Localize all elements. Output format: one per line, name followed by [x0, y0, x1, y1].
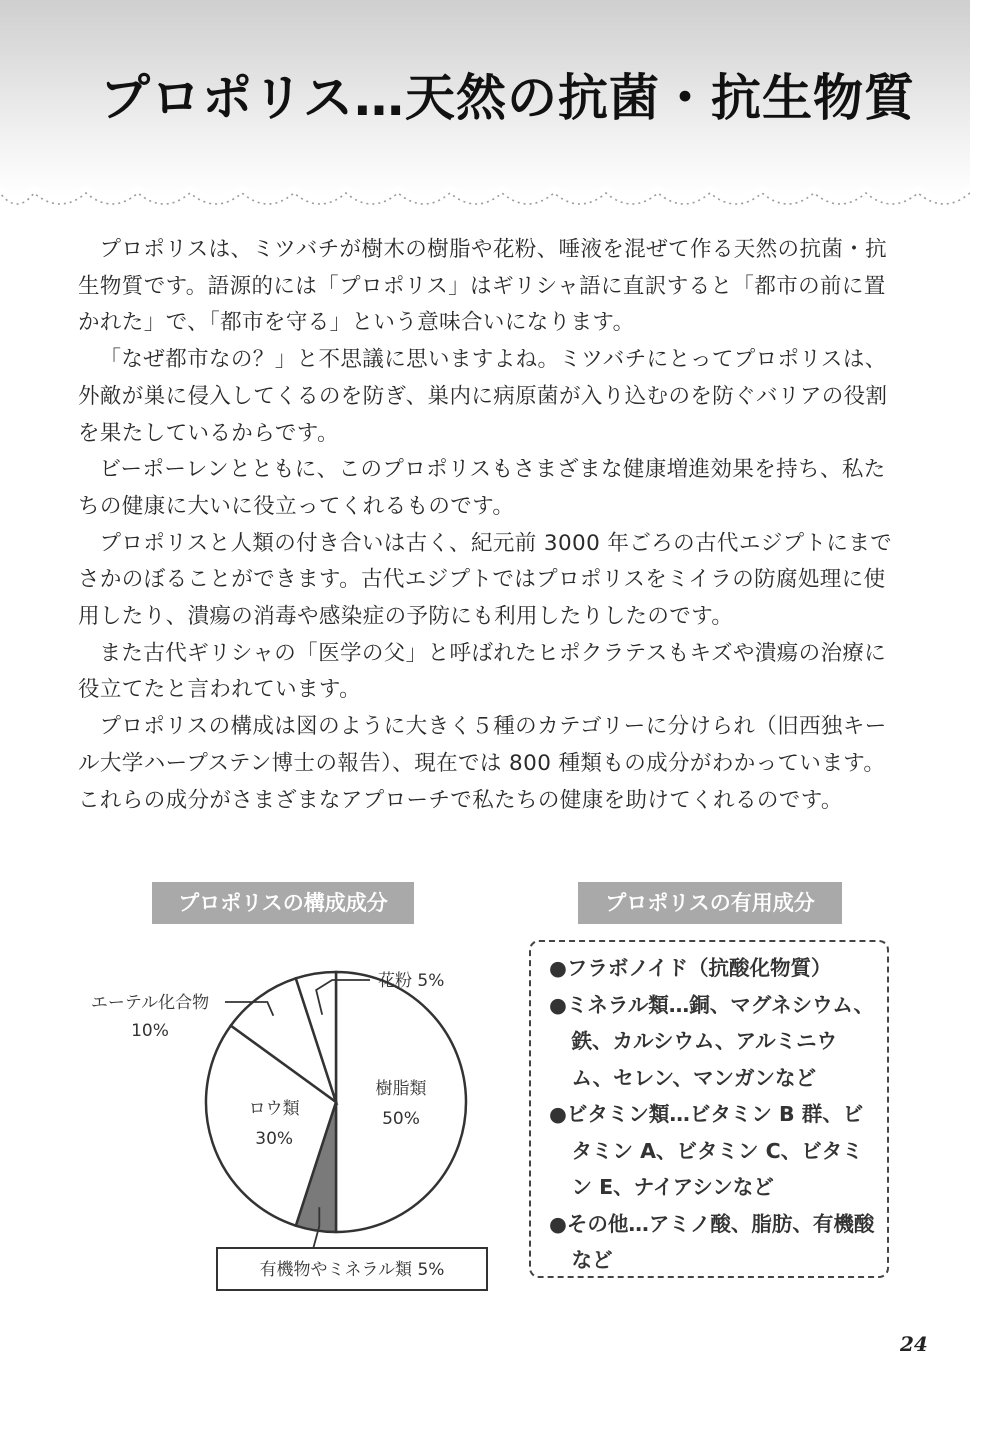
pie-value-2: 30%	[255, 1129, 294, 1150]
paragraph: プロポリスと人類の付き合いは古く、紀元前 3000 年ごろの古代エジプトにまでさかのぼることができます。古代エジプトではプロポリスをミイラの防腐処理に使用したり、潰瘍の消毒や感染症の予防にも利用したりしたのです。	[78, 530, 893, 630]
pie-label-3: エーテル化合物	[90, 993, 210, 1013]
paragraph: プロポリスは、ミツバチが樹木の樹脂や花粉、唾液を混ぜて作る天然の抗菌・抗生物質です。語源的には「プロポリス」はギリシャ語に直訳すると「都市の前に置かれた」で、「都市を守る」という意味合いになります。	[78, 237, 888, 336]
useful-components-box	[529, 940, 889, 1278]
list-item: ●フラボノイド（抗酸化物質）	[549, 956, 832, 980]
body-text	[78, 232, 896, 819]
pie-label-1: 有機物やミネラル類 5%	[259, 1260, 445, 1280]
pie-label-4: 花粉 5%	[378, 971, 445, 991]
composition-pie-chart	[60, 940, 520, 1310]
pie-value-0: 50%	[382, 1109, 420, 1129]
header-banner	[0, 0, 970, 215]
list-item: ●ミネラル類…銅、マグネシウム、鉄、カルシウム、アルミニウム、セレン、マンガンなど	[549, 992, 874, 1090]
useful-title: プロポリスの有用成分	[578, 882, 842, 924]
list-item: ●ビタミン類…ビタミン B 群、ビタミン A、ビタミン C、ビタミン E、ナイアシンなど	[549, 1102, 864, 1199]
pie-slice-0	[336, 972, 466, 1232]
list-item: ●その他…アミノ酸、脂肪、有機酸など	[549, 1211, 875, 1272]
pie-label-0: 樹脂類	[375, 1079, 427, 1099]
page-title: プロポリス…天然の抗菌・抗生物質	[100, 69, 915, 127]
pie-value-3: 10%	[131, 1021, 169, 1041]
paragraph: ビーポーレンとともに、このプロポリスもさまざまな健康増進効果を持ち、私たちの健康に大いに役立ってくれるものです。	[78, 457, 886, 519]
chart-title: プロポリスの構成成分	[152, 882, 414, 924]
page-number: 24	[900, 1332, 928, 1356]
paragraph: プロポリスの構成は図のように大きく５種のカテゴリーに分けられ（旧西独キール大学ハープステン博士の報告）、現在では 800 種類もの成分がわかっています。これらの成分がさまざまなアプローチで私たちの健康を助けてくれるのです。	[78, 714, 887, 813]
paragraph: 「なぜ都市なの？」と不思議に思いますよね。ミツバチにとってプロポリスは、外敵が巣に侵入してくるのを防ぎ、巣内に病原菌が入り込むのを防ぐバリアの役割を果たしているからです。	[78, 347, 888, 446]
pie-label-2: ロウ類	[248, 1099, 300, 1120]
paragraph: また古代ギリシャの「医学の父」と呼ばれたヒポクラテスもキズや潰瘍の治療に役立てたと言われています。	[78, 640, 887, 703]
